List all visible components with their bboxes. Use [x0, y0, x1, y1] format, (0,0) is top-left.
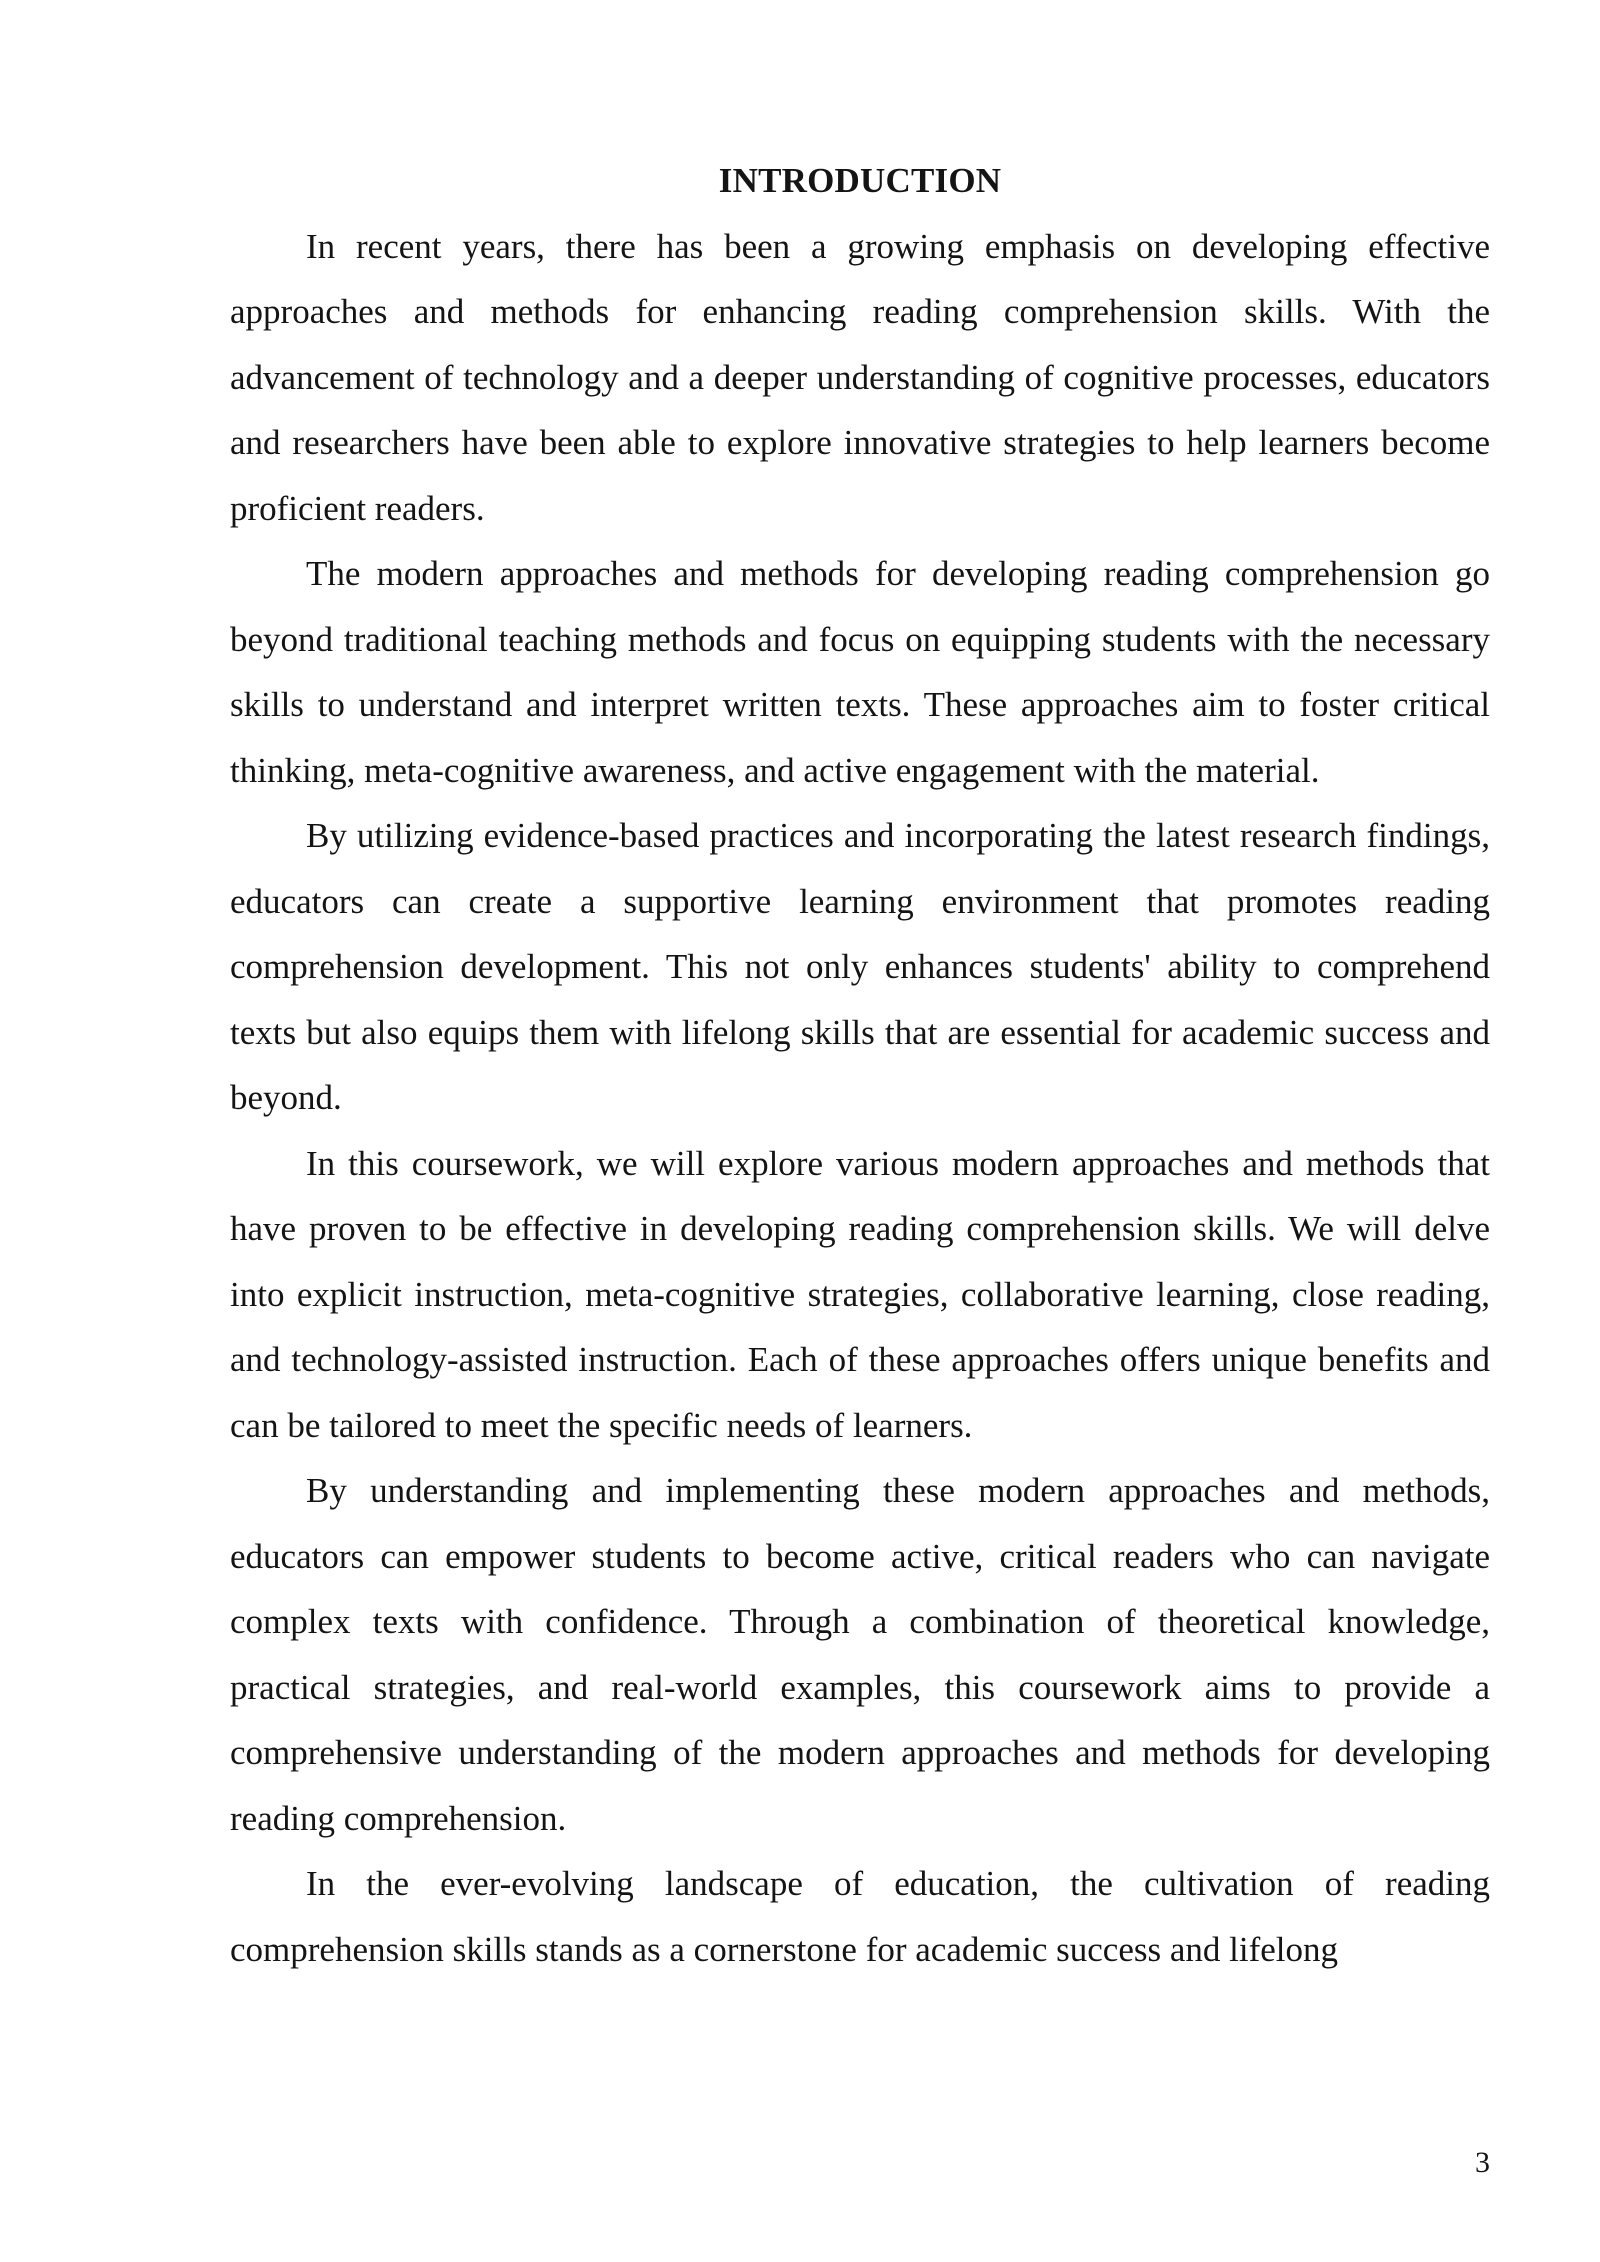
paragraph-4: In this coursework, we will explore various modern approaches and methods that have proven to be effective in developing reading comprehension skills. We will delve into explicit instruction, meta-cognitive strategies, collaborative learning, close reading, and technology-assisted instruction. Each of these approaches offers unique benefits and can be tailored to meet the specific needs of learners.: [230, 1143, 1490, 1445]
section-heading: INTRODUCTION: [718, 161, 1002, 200]
paragraph-5: By understanding and implementing these modern approaches and methods, educators can empower students to become active, critical readers who can navigate complex texts with confidence. Through a combination of theoretical knowledge, practical strategies, and real-world examples, this coursework aims to provide a comprehensive understanding of the modern approaches and methods for developing reading comprehension.: [230, 1471, 1490, 1838]
page-number: 3: [1475, 2146, 1490, 2179]
paragraph-3: By utilizing evidence-based practices and incorporating the latest research findings, educators can create a supportive learning environment that promotes reading comprehension development. This not only enhances students' ability to comprehend texts but also equips them with lifelong skills that are essential for academic success and beyond.: [230, 816, 1490, 1117]
paragraph-1: In recent years, there has been a growing emphasis on developing effective approaches and methods for enhancing reading comprehension skills. With the advancement of technology and a deeper understanding of cognitive processes, educators and researchers have been able to explore innovative strategies to help learners become proficient readers.: [230, 226, 1490, 528]
paragraph-6: In the ever-evolving landscape of education, the cultivation of reading comprehension skills stands as a cornerstone for academic success and lifelong: [230, 1864, 1490, 1969]
page-body: [230, 148, 1490, 1982]
paragraph-2: The modern approaches and methods for developing reading comprehension go beyond traditional teaching methods and focus on equipping students with the necessary skills to understand and interpret written texts. These approaches aim to foster critical thinking, meta-cognitive awareness, and active engagement with the material.: [230, 554, 1490, 790]
